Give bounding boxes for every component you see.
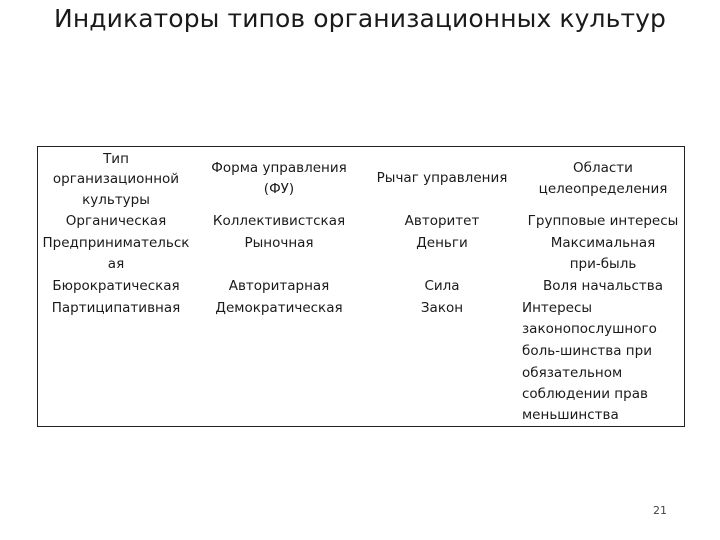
cell-type-participative: Партиципативная bbox=[51, 300, 181, 316]
cell-lever-force: Сила bbox=[424, 278, 460, 294]
cell-form-collectivist: Коллективистская bbox=[212, 213, 346, 229]
header-goal-areas-line-2: целеопределения bbox=[538, 181, 668, 197]
cell-type-bureaucratic: Бюрократическая bbox=[52, 278, 180, 294]
slide-title: Индикаторы типов организационных культур bbox=[54, 4, 666, 33]
cell-lever-law: Закон bbox=[420, 300, 464, 316]
cell-form-authoritarian: Авторитарная bbox=[228, 278, 330, 294]
cell-area-group-interests: Групповые интересы bbox=[527, 213, 679, 229]
header-culture-type-line-3: культуры bbox=[82, 192, 150, 208]
column-goal-areas-participative bbox=[522, 147, 686, 426]
cell-lever-money: Деньги bbox=[416, 235, 468, 251]
cell-lever-authority: Авторитет bbox=[404, 213, 480, 229]
cell-area-participative-line-6: меньшинства bbox=[522, 407, 619, 423]
header-culture-type-line-2: организационной bbox=[52, 171, 180, 187]
cell-type-entrepreneurial-line-1: Предпринимательск bbox=[42, 235, 190, 251]
cell-type-organic: Органическая bbox=[65, 213, 167, 229]
header-culture-type-line-1: Тип bbox=[103, 151, 129, 167]
column-management-lever bbox=[360, 147, 524, 426]
cell-area-max-profit-line-1: Максимальная bbox=[550, 235, 656, 251]
header-management-form-line-2: (ФУ) bbox=[263, 181, 295, 197]
cell-area-will-of-boss: Воля начальства bbox=[542, 278, 663, 294]
culture-indicators-table bbox=[37, 146, 685, 427]
cell-area-participative-line-2: законопослушного bbox=[522, 321, 657, 337]
cell-area-max-profit-line-2: при-быль bbox=[569, 256, 637, 272]
cell-area-participative-line-3: боль-шинства при bbox=[522, 343, 652, 359]
cell-area-participative-line-4: обязательном bbox=[522, 365, 623, 381]
column-culture-type bbox=[36, 147, 196, 426]
cell-form-democratic: Демократическая bbox=[215, 300, 343, 316]
column-management-form bbox=[198, 147, 360, 426]
page-number: 21 bbox=[653, 504, 667, 517]
cell-form-market: Рыночная bbox=[244, 235, 314, 251]
cell-type-entrepreneurial-line-2: ая bbox=[107, 256, 125, 272]
cell-area-participative-line-5: соблюдении прав bbox=[522, 386, 648, 402]
header-management-form-line-1: Форма управления bbox=[211, 160, 347, 176]
cell-area-participative-line-1: Интересы bbox=[522, 300, 593, 316]
header-management-lever: Рычаг управления bbox=[376, 170, 508, 186]
header-goal-areas-line-1: Области bbox=[573, 160, 633, 176]
